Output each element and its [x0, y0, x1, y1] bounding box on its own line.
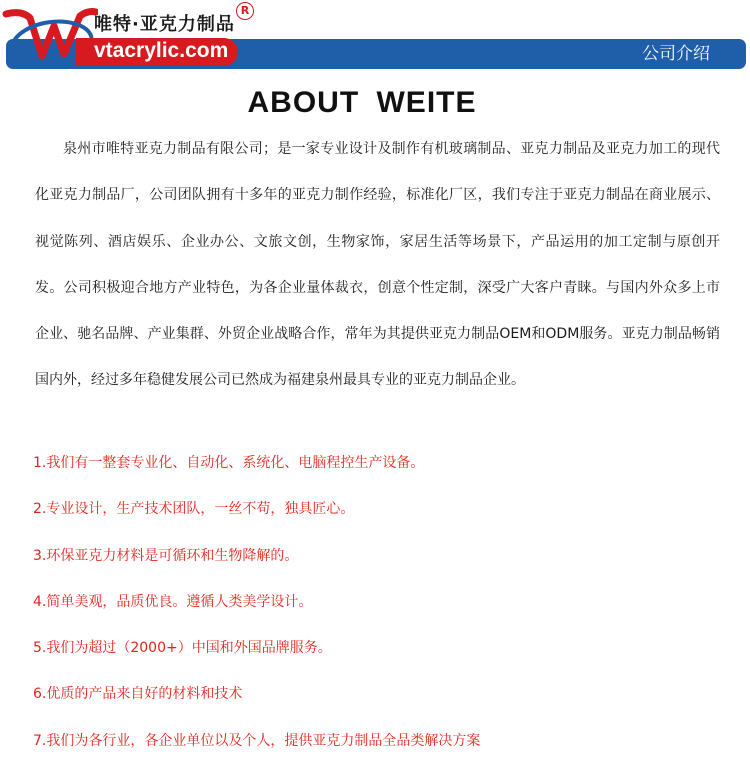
list-item: 5.我们为超过（2000+）中国和外国品牌服务。 [33, 640, 332, 657]
section-label: 公司介绍 [642, 44, 710, 64]
list-item: 3.环保亚克力材料是可循环和生物降解的。 [33, 547, 299, 564]
list-item: 4.简单美观，品质优良。遵循人类美学设计。 [33, 593, 313, 610]
list-item: 6.优质的产品来自好的材料和技术 [33, 686, 243, 703]
brand-name-cn: 唯特·亚克力制品 [94, 14, 235, 35]
brand-logo [0, 0, 260, 72]
intro-paragraph: 泉州市唯特亚克力制品有限公司；是一家专业设计及制作有机玻璃制品、亚克力制品及亚克力加工的现代化亚克力制品厂，公司团队拥有十多年的亚克力制作经验，标准化厂区，我们专注于亚克力制品在商业展示、视觉陈列、酒店娱乐、企业办公、文旅文创，生物家饰，家居生活等场景下，产品运用的加工定制与原创开发。公司积极迎合地方产业特色，为各企业量体裁衣，创意个性定制，深受广大客户青睐。与国内外众多上市企业、驰名品牌、产业集群、外贸企业战略合作，常年为其提供亚克力制品OEM和ODM服务。亚克力制品畅销国内外，经过多年稳健发展公司已然成为福建泉州最具专业的亚克力制品企业。 [35, 141, 720, 389]
page-title: ABOUT WEITE [247, 86, 477, 119]
list-item: 7.我们为各行业，各企业单位以及个人，提供亚克力制品全品类解决方案 [33, 732, 481, 749]
brand-domain: vtacrylic.com [76, 38, 238, 66]
registered-mark: R [236, 2, 254, 20]
feature-list [33, 440, 723, 764]
list-item: 2.专业设计，生产技术团队，一丝不苟，独具匠心。 [33, 501, 355, 518]
list-item: 1.我们有一整套专业化、自动化、系统化、电脑程控生产设备。 [33, 455, 425, 471]
